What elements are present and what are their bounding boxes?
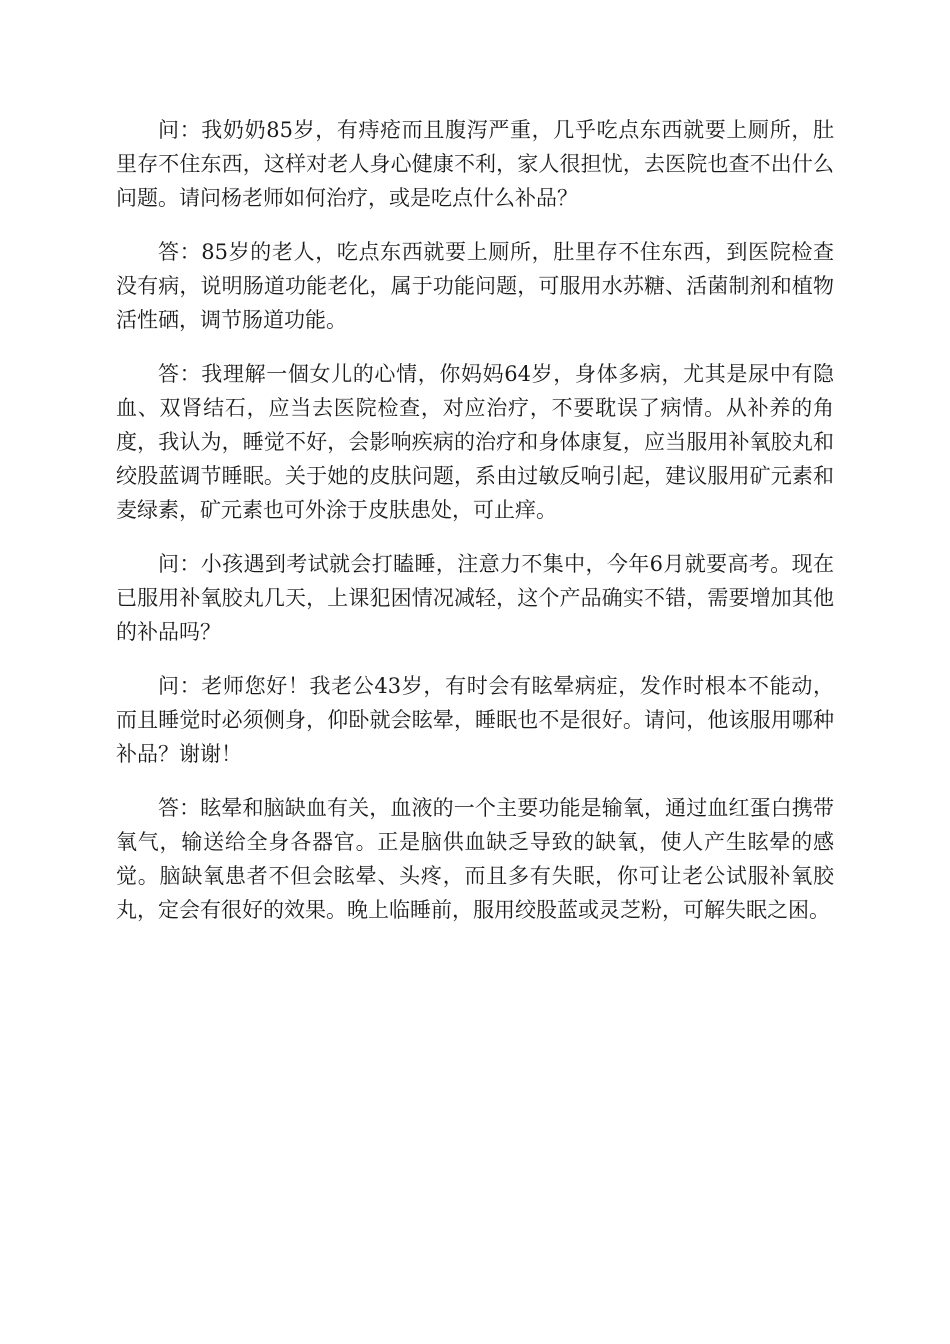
- qa-paragraph-question-1: 问：我奶奶85岁，有痔疮而且腹泻严重，几乎吃点东西就要上厕所，肚里存不住东西，这样对老人身心健康不利，家人很担忧，去医院也查不出什么问题。请问杨老师如何治疗，或是吃点什么补品？: [116, 118, 834, 210]
- qa-paragraph-answer-3: 答：眩晕和脑缺血有关，血液的一个主要功能是输氧，通过血红蛋白携带氧气，输送给全身各器官。正是脑供血缺乏导致的缺氧，使人产生眩晕的感觉。脑缺氧患者不但会眩晕、头疼，而且多有失眠，你可让老公试服补氧胶丸，定会有很好的效果。晚上临睡前，服用绞股蓝或灵芝粉，可解失眠之困。: [116, 796, 834, 922]
- qa-paragraph-answer-2: 答：我理解一個女儿的心情，你妈妈64岁，身体多病，尤其是尿中有隐血、双肾结石，应当去医院检查，对应治疗，不要耽误了病情。从补养的角度，我认为，睡觉不好，会影响疾病的治疗和身体康复，应当服用补氧胶丸和绞股蓝调节睡眠。关于她的皮肤问题，系由过敏反响引起，建议服用矿元素和麦绿素，矿元素也可外涂于皮肤患处，可止痒。: [116, 362, 834, 522]
- qa-paragraph-question-3: 问：老师您好！我老公43岁，有时会有眩晕病症，发作时根本不能动，而且睡觉时必须侧身，仰卧就会眩晕，睡眠也不是很好。请问，他该服用哪种补品？谢谢！: [116, 674, 834, 766]
- document-body: [116, 113, 834, 947]
- qa-paragraph-answer-1: 答：85岁的老人，吃点东西就要上厕所，肚里存不住东西，到医院检查没有病，说明肠道功能老化，属于功能问题，可服用水苏糖、活菌制剂和植物活性硒，调节肠道功能。: [116, 240, 834, 332]
- qa-paragraph-question-2: 问：小孩遇到考试就会打瞌睡，注意力不集中，今年6月就要高考。现在已服用补氧胶丸几天，上课犯困情况减轻，这个产品确实不错，需要增加其他的补品吗？: [116, 552, 834, 644]
